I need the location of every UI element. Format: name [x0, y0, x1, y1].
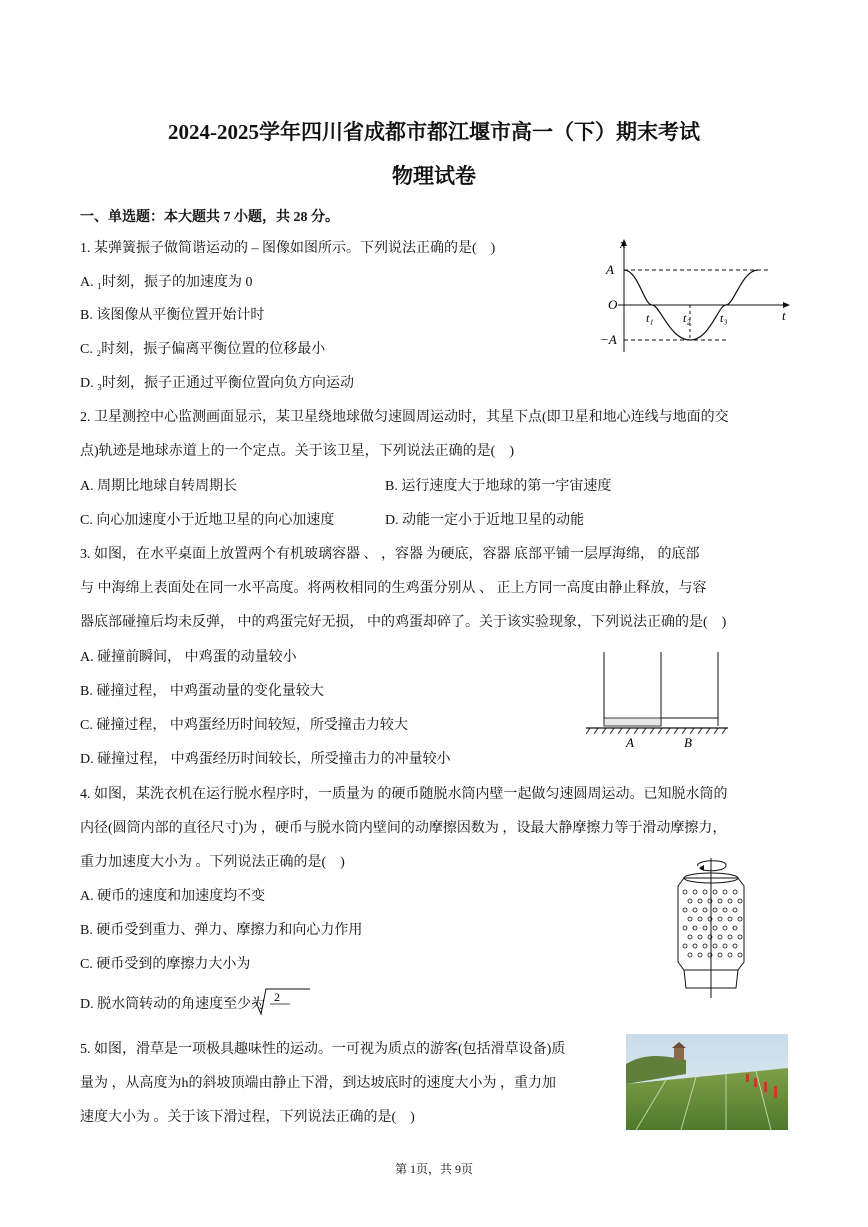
- container-a-label: A: [626, 735, 634, 750]
- graph-t2-label: t₂: [683, 311, 691, 325]
- question-4-option-a: A. 硬币的速度和加速度均不变: [80, 889, 266, 904]
- drum-hole: [698, 953, 702, 957]
- drum-hole: [718, 917, 722, 921]
- question-3-option-c: C. 碰撞过程， 中鸡蛋经历时间较短，所受撞击力较大: [80, 718, 408, 733]
- drum-hole: [698, 917, 702, 921]
- drum-hole: [738, 953, 742, 957]
- drum-hole: [713, 908, 717, 912]
- question-1-stem: 1. 某弹簧振子做简谐运动的 – 图像如图所示。下列说法正确的是( ): [80, 241, 496, 256]
- container-b-label: B: [684, 735, 692, 750]
- drum-hole: [723, 908, 727, 912]
- question-3-option-b: B. 碰撞过程， 中鸡蛋动量的变化量较大: [80, 684, 324, 699]
- question-5-stem-2: 量为 ，从高度为h的斜坡顶端由静止下滑，到达坡底时的速度大小为 ，重力加: [80, 1076, 556, 1091]
- question-3-option-d: D. 碰撞过程， 中鸡蛋经历时间较长，所受撞击力的冲量较小: [80, 752, 451, 767]
- question-3-option-a: A. 碰撞前瞬间， 中鸡蛋的动量较小: [80, 650, 297, 665]
- page-footer: 第 1页，共 9页: [394, 1162, 473, 1176]
- question-2-option-a: A. 周期比地球自转周期长: [80, 479, 238, 494]
- question-2-stem-1: 2. 卫星测控中心监测画面显示，某卫星绕地球做匀速圆周运动时，其星下点(即卫星和地心连线与地面的交: [80, 410, 729, 425]
- page-title: 2024-2025学年四川省成都市都江堰市高一（下）期末考试: [168, 120, 700, 144]
- question-1-option-c: C. ₂时刻，振子偏离平衡位置的位移最小: [80, 342, 326, 357]
- drum-hole: [728, 917, 732, 921]
- drum-hole: [718, 953, 722, 957]
- question-3-stem-1: 3. 如图，在水平桌面上放置两个有机玻璃容器 、 ，容器 为硬底，容器 底部平铺一层厚海绵， 的底部: [80, 547, 700, 562]
- drum-hole: [698, 899, 702, 903]
- drum-hole: [733, 926, 737, 930]
- question-2-option-d: D. 动能一定小于近地卫星的动能: [385, 513, 585, 528]
- drum-hole: [703, 926, 707, 930]
- drum-hole: [723, 926, 727, 930]
- question-4-option-d: D. 脱水筒转动的角速度至少为: [80, 997, 266, 1012]
- grass-skiing-photo: [626, 1034, 788, 1130]
- question-2-option-b: B. 运行速度大于地球的第一宇宙速度: [385, 479, 612, 494]
- section-heading: 一、单选题：本大题共 7 小题，共 28 分。: [80, 210, 339, 225]
- graph-origin-label: O: [608, 297, 618, 312]
- sqrt-numerator: 2: [274, 990, 280, 1004]
- question-1-option-a: A. ₁时刻，振子的加速度为 0: [80, 275, 253, 290]
- drum-hole: [688, 935, 692, 939]
- question-1-option-d: D. ₃时刻，振子正通过平衡位置向负方向运动: [80, 376, 354, 391]
- drum-hole: [683, 908, 687, 912]
- graph-x-label: x: [620, 236, 626, 251]
- drum-hole: [733, 908, 737, 912]
- drum-hole: [728, 953, 732, 957]
- graph-t-label: t: [782, 308, 786, 323]
- question-4-option-b: B. 硬币受到重力、弹力、摩擦力和向心力作用: [80, 923, 363, 938]
- drum-hole: [713, 944, 717, 948]
- question-4-stem-1: 4. 如图，某洗衣机在运行脱水程序时，一质量为 的硬币随脱水筒内壁一起做匀速圆周运动。已知脱水筒的: [80, 787, 728, 802]
- drum-hole: [688, 899, 692, 903]
- graph-neg-a-label: −A: [600, 332, 617, 347]
- drum-hole: [738, 935, 742, 939]
- drum-hole: [723, 890, 727, 894]
- drum-hole: [693, 944, 697, 948]
- drum-hole: [683, 890, 687, 894]
- question-3-stem-3: 器底部碰撞后均未反弹， 中的鸡蛋完好无损， 中的鸡蛋却碎了。关于该实验现象，下列说法正确的是( ): [80, 615, 727, 630]
- drum-hole: [693, 926, 697, 930]
- drum-hole: [738, 899, 742, 903]
- drum-hole: [693, 890, 697, 894]
- drum-hole: [728, 899, 732, 903]
- drum-hole: [728, 935, 732, 939]
- drum-hole: [683, 926, 687, 930]
- drum-hole: [723, 944, 727, 948]
- drum-hole: [703, 944, 707, 948]
- question-1-option-b: B. 该图像从平衡位置开始计时: [80, 308, 265, 323]
- graph-t1-label: t₁: [646, 311, 654, 325]
- drum-hole: [698, 935, 702, 939]
- drum-hole: [713, 890, 717, 894]
- drum-hole: [718, 935, 722, 939]
- drum-hole: [703, 890, 707, 894]
- question-2-stem-2: 点)轨迹是地球赤道上的一个定点。关于该卫星，下列说法正确的是( ): [80, 444, 514, 459]
- graph-a-label: A: [606, 262, 614, 277]
- drum-hole: [688, 953, 692, 957]
- sqrt-expression: [250, 986, 314, 1016]
- containers-figure: [584, 650, 730, 750]
- oscillation-graph: [598, 236, 798, 356]
- drum-hole: [683, 944, 687, 948]
- sponge-layer: [604, 718, 661, 726]
- page-subtitle: 物理试卷: [392, 164, 476, 188]
- question-5-stem-3: 速度大小为 。关于该下滑过程，下列说法正确的是( ): [80, 1110, 415, 1125]
- washer-drum-figure: [668, 856, 754, 1000]
- drum-hole: [693, 908, 697, 912]
- question-3-stem-2: 与 中海绵上表面处在同一水平高度。将两枚相同的生鸡蛋分别从 、 正上方同一高度由静止释放，与容: [80, 581, 707, 596]
- drum-hole: [718, 899, 722, 903]
- drum-hole: [738, 917, 742, 921]
- drum-hole: [733, 890, 737, 894]
- question-2-option-c: C. 向心加速度小于近地卫星的向心加速度: [80, 513, 335, 528]
- drum-hole: [713, 926, 717, 930]
- graph-t3-label: t₃: [720, 311, 728, 325]
- drum-hole: [688, 917, 692, 921]
- question-5-stem-1: 5. 如图，滑草是一项极具趣味性的运动。一可视为质点的游客(包括滑草设备)质: [80, 1042, 566, 1057]
- question-4-stem-3: 重力加速度大小为 。下列说法正确的是( ): [80, 855, 345, 870]
- question-4-option-c: C. 硬币受到的摩擦力大小为: [80, 957, 251, 972]
- drum-hole: [703, 908, 707, 912]
- question-4-stem-2: 内径(圆筒内部的直径尺寸)为 ，硬币与脱水筒内壁间的动摩擦因数为 ，设最大静摩擦力等于滑动摩擦力，: [80, 821, 727, 836]
- drum-hole: [733, 944, 737, 948]
